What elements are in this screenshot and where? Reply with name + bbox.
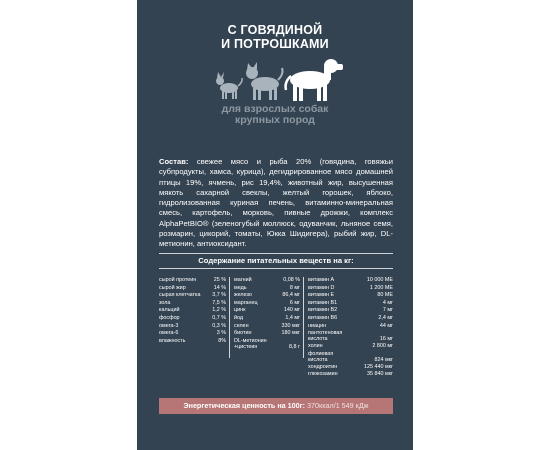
- nutrient-value: 2,4 мг: [378, 314, 393, 321]
- nutrient-value: 7,5 %: [212, 299, 226, 306]
- nutrient-name-line-2: +цистеин: [234, 343, 258, 350]
- nutrient-value: 1,4 мг: [285, 314, 300, 321]
- nutrient-row: [159, 338, 229, 346]
- nutrient-name: омега-3: [159, 322, 179, 329]
- nutrient-row: [159, 323, 229, 331]
- nutrient-name: ниацин: [308, 322, 327, 329]
- nutrient-name: витамин B1: [308, 299, 338, 306]
- nutrient-row: [159, 307, 229, 315]
- nutrient-name: хондроитин: [308, 363, 338, 370]
- nutrient-row: [308, 351, 393, 363]
- nutrient-name: цинк: [234, 307, 246, 314]
- nutrient-value: 8%: [218, 337, 226, 344]
- nutrient-row: [234, 315, 303, 323]
- product-title: [137, 23, 413, 51]
- nutrient-name: сырая клетчатка: [159, 292, 201, 299]
- nutrient-row: [308, 364, 393, 372]
- nutrient-row: [308, 277, 393, 285]
- nutrient-name: медь: [234, 284, 247, 291]
- nutrient-name: сырой протеин: [159, 277, 197, 283]
- nutrient-value: 35 840 мкг: [366, 371, 393, 378]
- energy-value: 370ккал/1 549 кДж: [307, 401, 369, 410]
- dog-size-icons: [207, 56, 347, 102]
- nutrient-name: сырой жир: [159, 284, 186, 291]
- nutrient-value: 330 мкг: [281, 322, 300, 329]
- composition-ingredients: свежее мясо и рыба 20% (говядина, говяжьи субпродукты, хамса, курица), дегидрированное мясо домашней птицы 19%, ячмень, рис 19,4%, животный жир, высушенная мякоть сахарной свеклы, желтый горошек, яблоко, гидролизованная куриная печень, витаминно-минеральная смесь, картофель, морковь, пивные дрожжи, комплекс AlphaPetBIO® (зеленогубый моллюск, одуванчик, льняное семя, розмарин, цикорий, томаты, Юкка Шидигера), рыбий жир, DL-метионин, антиоксидант.: [159, 157, 393, 249]
- nutrient-row: [159, 292, 229, 300]
- nutrient-name: марганец: [234, 299, 258, 306]
- nutrient-value: 25 %: [213, 277, 226, 283]
- nutrient-name: влажность: [159, 337, 186, 344]
- nutrient-value: 125 440 мкг: [363, 363, 393, 370]
- nutrient-row: [234, 330, 303, 338]
- nutrient-value: 14 %: [213, 284, 226, 291]
- nutrient-row: [234, 323, 303, 331]
- nutrient-name: [308, 351, 333, 363]
- nutrient-row: [159, 315, 229, 323]
- nutrient-row: [159, 330, 229, 338]
- nutrient-value: 2 800 мг: [372, 343, 393, 350]
- nutrient-name: витамин А: [308, 277, 335, 283]
- energy-label: Энергетическая ценность на 100г:: [183, 401, 306, 410]
- nutrient-row: [308, 343, 393, 351]
- nutrient-name-line-2: кислота: [308, 356, 328, 363]
- small-dog-icon: [216, 72, 242, 99]
- nutrient-row: [308, 285, 393, 293]
- nutrient-name: магний: [234, 277, 252, 283]
- nutrient-row: [308, 315, 393, 323]
- nutrient-value: 16 мг: [379, 336, 393, 343]
- nutrient-name-line-2: кислота: [308, 336, 328, 343]
- product-label-panel: [137, 0, 413, 450]
- nutrient-value: 7 мг: [382, 307, 393, 314]
- nutrient-name: зола: [159, 299, 171, 306]
- energy-value-bar: [159, 398, 393, 414]
- nutrient-name: биотин: [234, 330, 252, 337]
- nutrient-row: [308, 292, 393, 300]
- nutrient-row: [308, 300, 393, 308]
- nutrient-name: селен: [234, 322, 249, 329]
- nutrient-name: витамин B2: [308, 307, 338, 314]
- nutrient-name-line-1: пантотеновая: [308, 330, 343, 337]
- nutrient-value: 1 200 МЕ: [369, 284, 393, 291]
- product-title-line-2: И ПОТРОШКАМИ: [221, 37, 329, 51]
- nutrient-row: [308, 323, 393, 331]
- nutrient-value: 0,7 %: [212, 314, 226, 321]
- nutrition-column-3: [308, 277, 393, 379]
- nutrition-column-1: [159, 277, 230, 358]
- composition-label: Состав:: [159, 157, 189, 166]
- nutrient-name: фосфор: [159, 314, 180, 321]
- nutrient-row: [234, 292, 303, 300]
- nutrient-value: 86,4 мг: [282, 292, 300, 299]
- nutrient-name: [308, 330, 342, 342]
- nutrient-value: 1,2 %: [212, 307, 226, 314]
- nutrient-name: холин: [308, 343, 323, 350]
- subtitle-line-1: для взрослых собак: [221, 103, 329, 115]
- nutrient-row: [308, 371, 393, 379]
- nutrient-name-line-1: DL-метионин: [234, 337, 267, 344]
- large-dog-icon: [286, 59, 343, 101]
- nutrient-row: [234, 285, 303, 293]
- nutrient-value: 3 %: [216, 330, 226, 337]
- nutrient-row: [234, 307, 303, 315]
- nutrient-value: 0,3 %: [212, 322, 226, 329]
- nutrient-row: [234, 277, 303, 285]
- nutrient-row: [234, 300, 303, 308]
- nutrient-name: кальций: [159, 307, 180, 314]
- nutrient-name: омега-6: [159, 330, 179, 337]
- subtitle-line-2: крупных пород: [235, 114, 315, 126]
- nutrient-name-line-1: фолиевая: [308, 350, 334, 357]
- product-title-line-1: С ГОВЯДИНОЙ: [227, 23, 323, 37]
- nutrient-row: [308, 330, 393, 342]
- nutrient-value: 8 мг: [289, 284, 300, 291]
- nutrient-row: [159, 285, 229, 293]
- nutrition-column-2: [234, 277, 304, 358]
- nutrient-value: 3,7 %: [212, 292, 226, 299]
- nutrient-value: 10 000 МЕ: [366, 277, 393, 283]
- nutrient-row: [234, 338, 303, 350]
- nutrient-value: 44 мг: [379, 322, 393, 329]
- medium-dog-icon: [246, 62, 283, 100]
- nutrient-value: 0,08 %: [283, 277, 300, 283]
- nutrient-value: 4 мг: [382, 299, 393, 306]
- nutrient-name: витамин Е: [308, 292, 335, 299]
- composition-text: [159, 157, 393, 250]
- nutrient-row: [308, 307, 393, 315]
- nutrient-name: йод: [234, 314, 244, 321]
- nutrient-name: глюкозамин: [308, 371, 338, 378]
- nutrient-name: витамин B6: [308, 314, 338, 321]
- nutrient-value: 824 мкг: [374, 356, 393, 363]
- nutrient-value: 180 мкг: [281, 330, 300, 337]
- nutrient-name: витамин D: [308, 284, 335, 291]
- nutrient-value: 80 МЕ: [377, 292, 393, 299]
- nutrition-table-title: Содержание питательных веществ на кг:: [159, 253, 393, 269]
- nutrient-value: 6 мг: [289, 299, 300, 306]
- nutrient-name: [234, 338, 267, 350]
- nutrient-value: 8,8 г: [289, 343, 300, 350]
- nutrient-name: железо: [234, 292, 252, 299]
- nutrient-value: 140 мг: [283, 307, 300, 314]
- nutrient-row: [159, 277, 229, 285]
- product-subtitle: [137, 104, 413, 126]
